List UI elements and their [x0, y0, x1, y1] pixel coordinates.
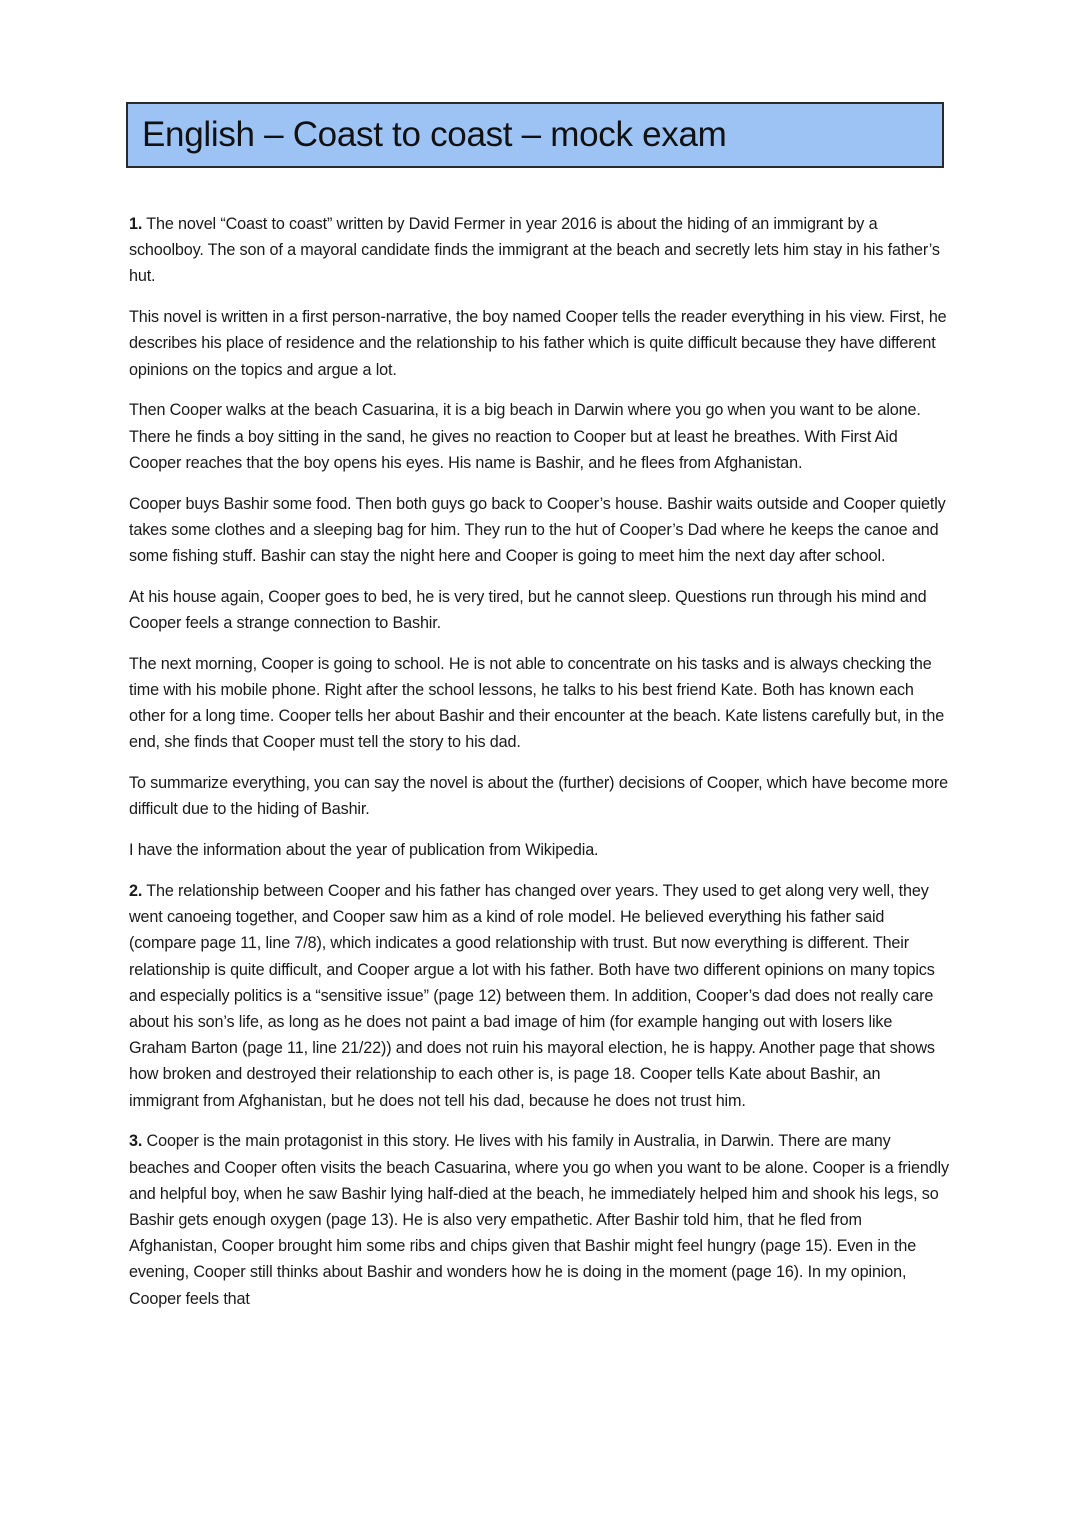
paragraph-text: The next morning, Cooper is going to school. He is not able to concentrate on his tasks and is always checking the time with his mobile phone. Right after the school lessons, he talks to his best friend Kate. Both has known each other for a long time. Cooper tells her about Bashir and their encounter at the beach. Kate listens carefully but, in the end, she finds that Cooper must tell the story to his dad.	[129, 654, 945, 752]
paragraph-text: The relationship between Cooper and his father has changed over years. They used to get along very well, they went canoeing together, and Cooper saw him as a kind of role model. He believed everything his father said (compare page 11, line 7/8), which indicates a good relationship with trust. But now everything is different. Their relationship is quite difficult, and Cooper argue a lot with his father. Both have two different opinions on many topics and especially politics is a “sensitive issue” (page 12) between them. In addition, Cooper’s dad does not really care about his son’s life, as long as he does not paint a bad image of him (for example hanging out with losers like Graham Barton (page 11, line 21/22)) and does not ruin his mayoral election, he is happy. Another page that shows how broken and destroyed their relationship to each other is, is page 18. Cooper tells Kate about Bashir, an immigrant from Afghanistan, but he does not tell his dad, because he does not trust him.	[129, 882, 935, 1110]
paragraph	[129, 491, 949, 570]
paragraph	[129, 584, 949, 636]
question-number: 2.	[129, 882, 143, 901]
paragraph	[129, 651, 949, 756]
question-number: 3.	[129, 1132, 143, 1151]
title-box	[126, 102, 944, 168]
paragraph-text: Cooper is the main protagonist in this story. He lives with his family in Australia, in Darwin. There are many beaches and Cooper often visits the beach Casuarina, where you go when you want to be alone. Cooper is a friendly and helpful boy, when he saw Bashir lying half-died at the beach, he immediately helped him and shook his legs, so Bashir gets enough oxygen (page 13). He is also very empathetic. After Bashir told him, that he fled from Afghanistan, Cooper brought him some ribs and chips given that Bashir might feel hungry (page 15). Even in the evening, Cooper still thinks about Bashir and wonders how he is doing in the moment (page 16). In my opinion, Cooper feels that	[129, 1132, 949, 1308]
paragraph	[129, 837, 949, 863]
document-body	[129, 211, 949, 1326]
paragraph-text: Cooper buys Bashir some food. Then both guys go back to Cooper’s house. Bashir waits outside and Cooper quietly takes some clothes and a sleeping bag for him. They run to the hut of Cooper’s Dad where he keeps the canoe and some fishing stuff. Bashir can stay the night here and Cooper is going to meet him the next day after school.	[129, 494, 946, 566]
paragraph	[129, 397, 949, 476]
paragraph-text: I have the information about the year of publication from Wikipedia.	[129, 841, 599, 860]
paragraph-text: Then Cooper walks at the beach Casuarina, it is a big beach in Darwin where you go when you want to be alone. There he finds a boy sitting in the sand, he gives no reaction to Cooper but at least he breathes. With First Aid Cooper reaches that the boy opens his eyes. His name is Bashir, and he flees from Afghanistan.	[129, 401, 921, 472]
paragraph	[129, 770, 949, 822]
question-number: 1.	[129, 215, 143, 233]
page-title: English – Coast to coast – mock exam	[142, 115, 727, 154]
paragraph-text: At his house again, Cooper goes to bed, he is very tired, but he cannot sleep. Questions run through his mind and Cooper feels a strange connection to Bashir.	[129, 587, 927, 633]
paragraph-text: The novel “Coast to coast” written by David Fermer in year 2016 is about the hiding of an immigrant by a schoolboy. The son of a mayoral candidate finds the immigrant at the beach and secretly lets him stay in his father’s hut.	[129, 215, 940, 286]
paragraph-text: To summarize everything, you can say the novel is about the (further) decisions of Cooper, which have become more difficult due to the hiding of Bashir.	[129, 774, 948, 819]
paragraph	[129, 1128, 949, 1311]
paragraph	[129, 878, 949, 1114]
paragraph	[129, 211, 949, 290]
paragraph-text: This novel is written in a first person-narrative, the boy named Cooper tells the reader everything in his view. First, he describes his place of residence and the relationship to his father which is quite difficult because they have different opinions on the topics and argue a lot.	[129, 308, 947, 379]
paragraph	[129, 304, 949, 383]
